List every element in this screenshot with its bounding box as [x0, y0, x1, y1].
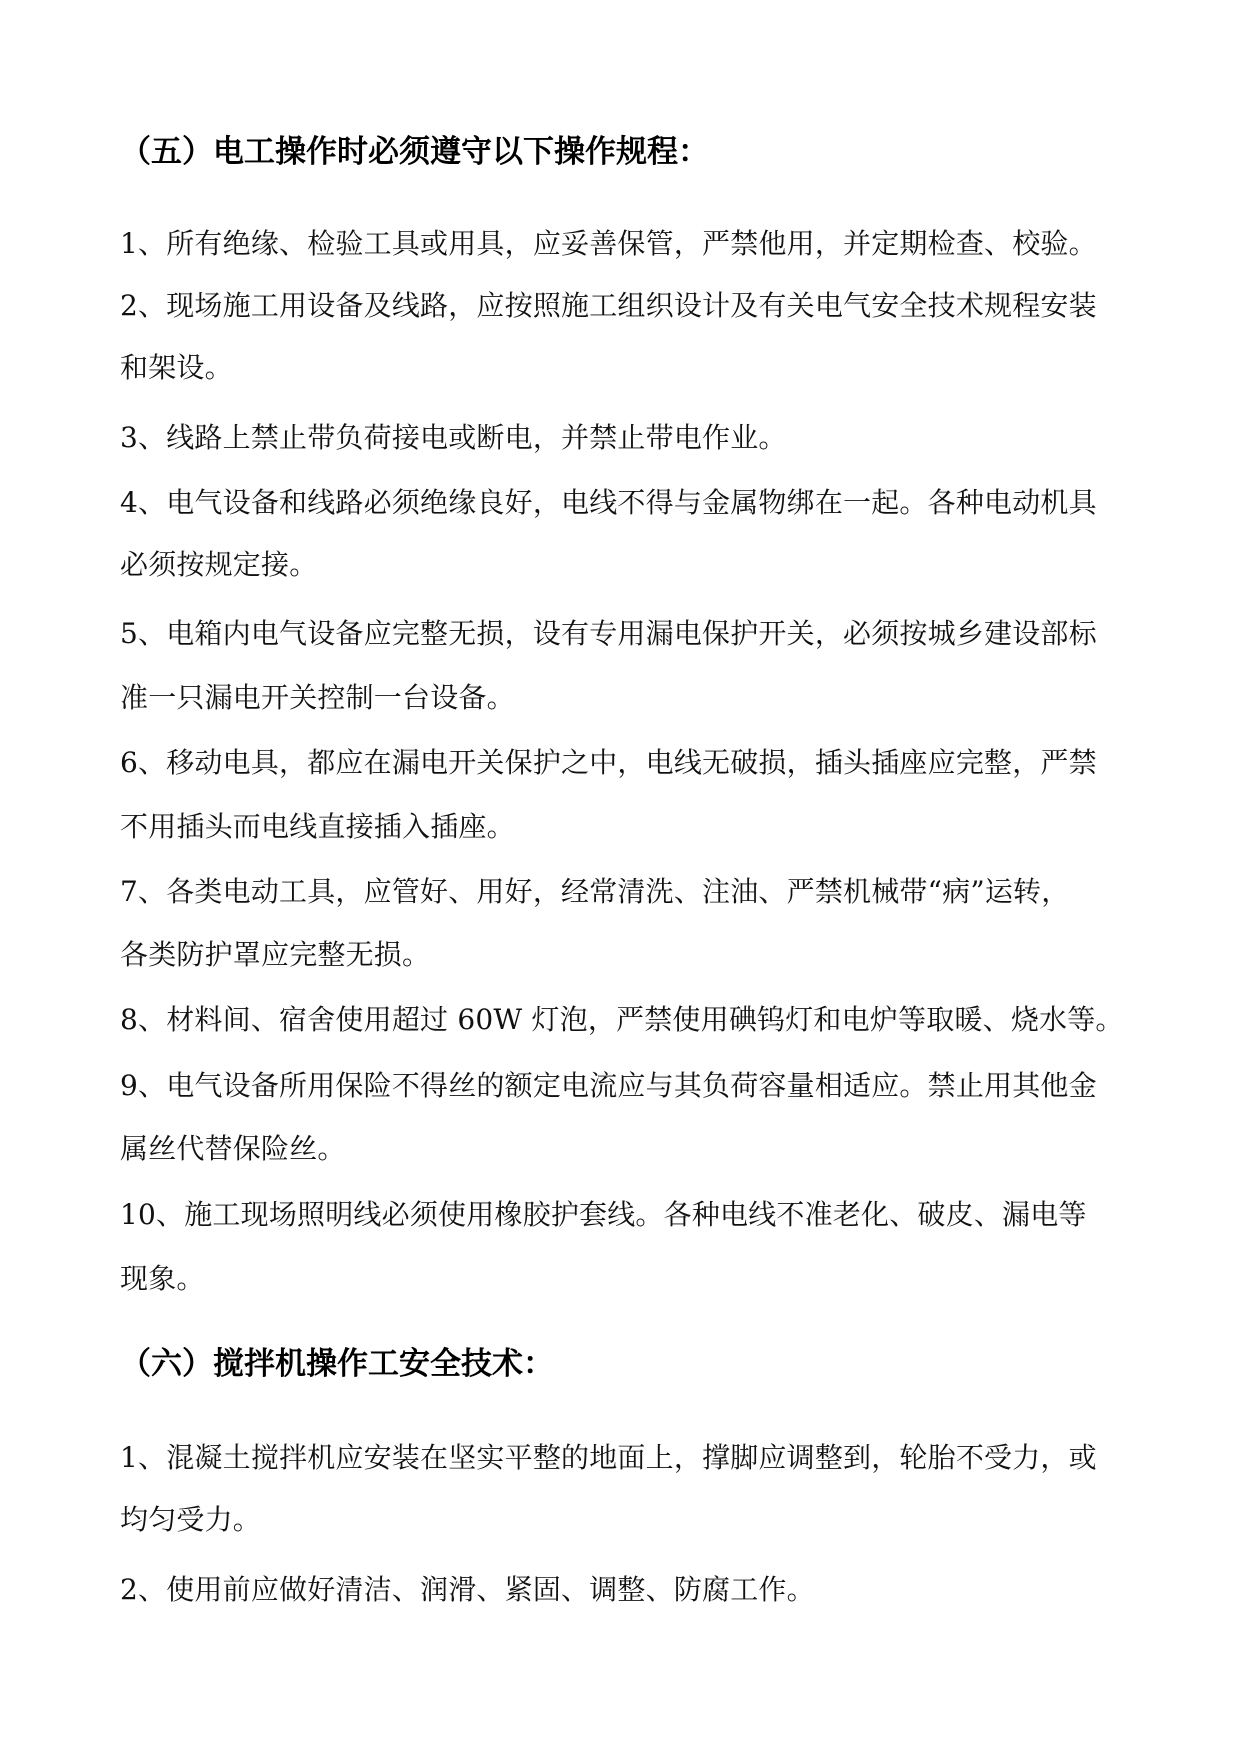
rule-line: 5、电箱内电气设备应完整无损，设有专用漏电保护开关，必须按城乡建设部标 — [120, 617, 1097, 650]
rule-line: 8、材料间、宿舍使用超过 60W 灯泡，严禁使用碘钨灯和电炉等取暖、烧水等。 — [120, 1003, 1124, 1036]
rule-line: 6、移动电具，都应在漏电开关保护之中，电线无破损，插头插座应完整，严禁 — [120, 746, 1097, 779]
rule-line: 2、现场施工用设备及线路，应按照施工组织设计及有关电气安全技术规程安装 — [120, 289, 1097, 322]
section-6-heading: （六）搅拌机操作工安全技术： — [120, 1346, 554, 1382]
section-5-heading: （五）电工操作时必须遵守以下操作规程： — [120, 134, 709, 170]
rule-line: 3、线路上禁止带负荷接电或断电，并禁止带电作业。 — [120, 421, 787, 454]
rule-line: 9、电气设备所用保险不得丝的额定电流应与其负荷容量相适应。禁止用其他金 — [120, 1069, 1097, 1102]
rule-line: 1、所有绝缘、检验工具或用具，应妥善保管，严禁他用，并定期检查、校验。 — [120, 227, 1097, 260]
rule-line: 4、电气设备和线路必须绝缘良好，电线不得与金属物绑在一起。各种电动机具 — [120, 486, 1097, 519]
rule-line: 均匀受力。 — [120, 1503, 262, 1536]
rule-line: 各类防护罩应完整无损。 — [120, 938, 431, 971]
rule-line: 必须按规定接。 — [120, 548, 318, 581]
rule-line: 1、混凝土搅拌机应安装在坚实平整的地面上，撑脚应调整到，轮胎不受力，或 — [120, 1441, 1097, 1474]
rule-line: 2、使用前应做好清洁、润滑、紧固、调整、防腐工作。 — [120, 1573, 815, 1606]
rule-line: 属丝代替保险丝。 — [120, 1132, 346, 1165]
rule-line: 准一只漏电开关控制一台设备。 — [120, 681, 515, 714]
rule-line: 现象。 — [120, 1262, 205, 1295]
rule-line: 和架设。 — [120, 351, 233, 384]
rule-line: 不用插头而电线直接插入插座。 — [120, 810, 515, 843]
rule-line: 7、各类电动工具，应管好、用好，经常清洗、注油、严禁机械带“病”运转， — [120, 875, 1070, 908]
rule-line: 10、施工现场照明线必须使用橡胶护套线。各种电线不准老化、破皮、漏电等 — [120, 1198, 1087, 1231]
